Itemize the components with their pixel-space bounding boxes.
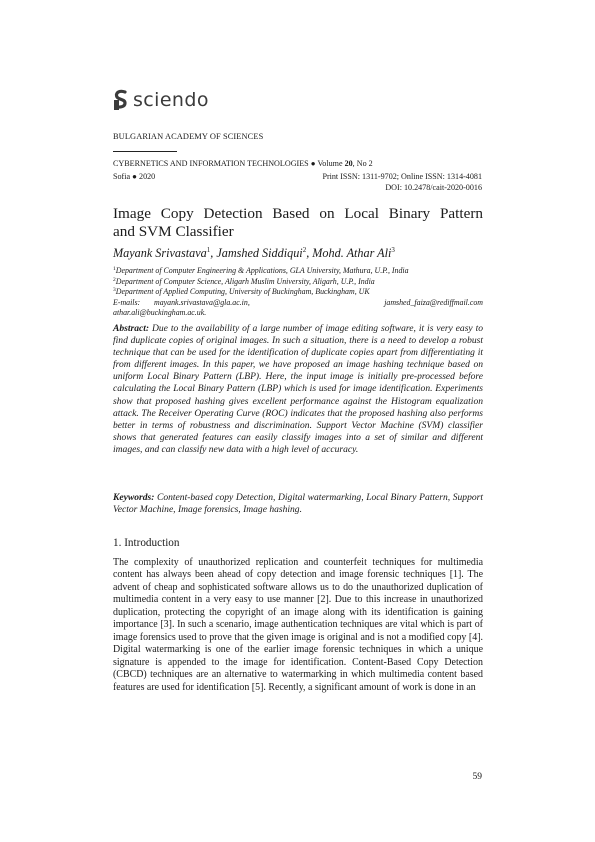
publisher-logo xyxy=(113,88,209,112)
author-name: Mayank Srivastava xyxy=(113,246,207,261)
email-link[interactable]: jamshed_faiza@rediffmail.com xyxy=(384,297,483,307)
author-name: Mohd. Athar Ali xyxy=(312,246,392,261)
sciendo-logo-icon xyxy=(113,89,129,111)
header-divider xyxy=(113,151,177,152)
author-name: Jamshed Siddiqui xyxy=(216,246,303,261)
affiliation-item: $^3$Department of Applied Computing, University of Buckingham, Buckingham, UK xyxy=(113,287,370,297)
author-separator: , xyxy=(210,246,217,261)
journal-line xyxy=(113,159,373,168)
section-heading xyxy=(113,537,180,549)
logo-wordmark: sciendo xyxy=(133,89,209,111)
author-affiliation-marker: 2 xyxy=(302,246,307,254)
introduction-paragraph: The complexity of unauthorized replication and counterfeit techniques for multimedia content has always been ahead of copy detection and image forensic techniques [1]. The advent of cheap and sophisticated software allows us to do the unauthorized duplication of multimedia content in a very easy to use manner [2]. Due to this increase in unauthorized duplication, protecting the copyright of an image along with its identification is gaining importance [3]. In such a scenario, image authentication techniques are vital which is part of image forensics used to prove that the given image is original and is not a modified copy [4]. Digital watermarking is one of the earlier image forensic techniques in which a unique signature is appended to the image for identification. Content-Based Copy Detection (CBCD) techniques are an alternative to watermarking in which multimedia content based features are used for identification [5]. Recently, a significant amount of work is done in an xyxy=(113,557,483,693)
keywords-label: Keywords xyxy=(113,492,152,503)
author-affiliation-marker: 3 xyxy=(391,246,395,254)
volume-number: 20 xyxy=(344,159,353,168)
journal-name: CYBERNETICS AND INFORMATION TECHNOLOGIES xyxy=(113,159,309,168)
author-affiliation-marker: 1 xyxy=(206,246,211,254)
academy-name: BULGARIAN ACADEMY OF SCIENCES xyxy=(113,132,264,141)
issue-number: , No 2 xyxy=(352,159,373,168)
author-separator: , xyxy=(306,246,313,261)
publication-meta xyxy=(322,172,482,194)
section-number: 1. xyxy=(113,537,122,549)
abstract-text: Due to the availability of a large number of image editing software, it is very easy to find duplicate copies of original images. In such a situation, there is a need to develop a robust technique that can be used for the identification of duplicate copies apart from differentiating it from different images. In this paper, we have proposed an image hashing technique based on uniform Local Binary Pattern (LBP). Here, the input image is initially pre-processed before calculating the Local Binary Pattern (LBP) which is used for image identification. Experiments show that proposed hashing gives excellent performance against the Histogram equalization attack. The Receiver Operating Curve (ROC) indicates that the proposed hashing also performs better in terms of robustness and discrimination. Support Vector Machine (SVM) classifier shows that generated features can easily classify images into a set of similar and different images, and can classify new data with a high level of accuracy. xyxy=(113,323,483,455)
email-label: E-mails: xyxy=(113,297,141,307)
affiliation-item: $^2$Department of Computer Science, Aligarh Muslim University, Aligarh, U.P., India xyxy=(113,276,375,286)
abstract-label: Abstract xyxy=(113,323,146,334)
email-link[interactable]: athar.ali@buckingham.ac.uk. xyxy=(113,308,207,318)
abstract: Abstract: Due to the availability of a large number of image editing software, it is very easy to find duplicate copies of original images. In such a situation, there is a need to develop a robust technique that can be used for the identification of duplicate copies apart from differentiating it from different images. In this paper, we have proposed an image hashing technique based on uniform Local Binary Pattern (LBP). Here, the input image is initially pre-processed before calculating the Local Binary Pattern (LBP) which is used for image identification. Experiments show that proposed hashing gives excellent performance against the Histogram equalization attack. The Receiver Operating Curve (ROC) indicates that the proposed hashing also performs better in terms of robustness and discrimination. Support Vector Machine (SVM) classifier shows that generated features can easily classify images into a set of similar and different images, and can classify new data with a high level of accuracy. xyxy=(113,323,483,455)
email-link[interactable]: mayank.srivastava@gla.ac.in, xyxy=(154,297,250,307)
email-row xyxy=(113,298,483,309)
page-number: 59 xyxy=(472,772,482,782)
title-line-2: and SVM Classifier xyxy=(113,222,234,240)
doi: DOI: 10.2478/cait-2020-0016 xyxy=(385,182,482,192)
section-title: Introduction xyxy=(124,537,180,549)
issn: Print ISSN: 1311-9702; Online ISSN: 1314-4081 xyxy=(322,172,482,181)
title-line-1: Image Copy Detection Based on Local Binary Pattern xyxy=(113,205,483,222)
journal-bullet: ● xyxy=(310,159,316,168)
keywords: Keywords: Content-based copy Detection, Digital watermarking, Local Binary Pattern, Support Vector Machine, Image forensics, Image hashing. xyxy=(113,492,483,516)
keywords-text: Content-based copy Detection, Digital watermarking, Local Binary Pattern, Support Vector Machine, Image forensics, Image hashing. xyxy=(113,492,483,516)
paper-title xyxy=(113,205,483,240)
affiliation-item: $^1$Department of Computer Engineering & Applications, GLA University, Mathura, U.P., India xyxy=(113,266,409,275)
volume-label: Volume xyxy=(317,159,343,168)
place-year: Sofia ● 2020 xyxy=(113,172,156,181)
affiliations xyxy=(113,266,483,319)
author-list xyxy=(113,246,395,261)
